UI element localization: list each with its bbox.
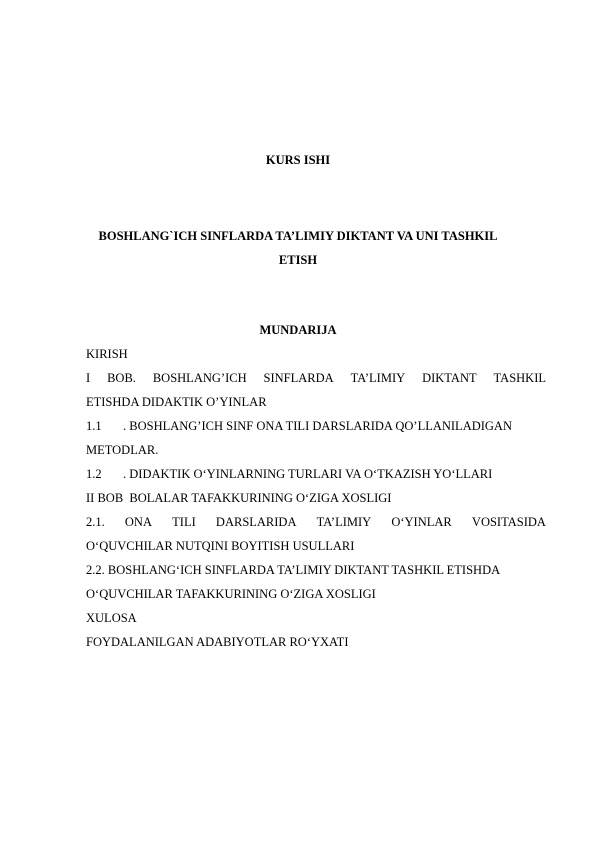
- toc-item-section-1-1-continued: METODLAR.: [86, 443, 159, 457]
- toc-heading: MUNDARIJA: [259, 323, 337, 337]
- toc-word: BOB.: [107, 371, 136, 385]
- toc-item-conclusion: XULOSA: [86, 611, 137, 625]
- toc-word: VOSITASIDA: [471, 515, 546, 529]
- section-number: 1.2: [86, 467, 102, 481]
- toc-word: SINFLARDA: [263, 371, 334, 385]
- toc-item-section-1-1: [86, 414, 546, 438]
- toc-item-section-2-2-continued: O‘QUVCHILAR TAFAKKURINING O‘ZIGA XOSLIGI: [86, 587, 376, 601]
- toc-word: O‘YINLAR: [391, 515, 452, 529]
- topic-title-line-1: BOSHLANG`ICH SINFLARDA TA’LIMIY DIKTANT VA UNI TASHKIL: [98, 229, 498, 243]
- toc-word: DARSLARIDA: [215, 515, 297, 529]
- toc-word: BOSHLANG’ICH: [152, 371, 247, 385]
- toc-item-chapter-2: II BOB BOLALAR TAFAKKURINING O‘ZIGA XOSLIGI: [86, 491, 392, 505]
- toc-item-section-2-1: [86, 510, 546, 534]
- toc-item-chapter-1: [86, 366, 546, 390]
- toc-item-section-2-2: 2.2. BOSHLANG‘ICH SINFLARDA TA’LIMIY DIKTANT TASHKIL ETISHDA: [86, 563, 501, 577]
- topic-title: [86, 224, 510, 272]
- toc-word: TASHKIL: [493, 371, 546, 385]
- toc-word: DIKTANT: [422, 371, 477, 385]
- table-of-contents: [86, 342, 546, 654]
- section-number: 1.1: [86, 419, 102, 433]
- toc-item-chapter-1-continued: ETISHDA DIDAKTIK O’YINLAR: [86, 395, 267, 409]
- section-title: . BOSHLANG’ICH SINF ONA TILI DARSLARIDA QO’LLANILADIGAN: [123, 419, 512, 433]
- toc-item-section-2-1-continued: O‘QUVCHILAR NUTQINI BOYITISH USULLARI: [86, 539, 355, 553]
- toc-word: TA’LIMIY: [350, 371, 406, 385]
- toc-word: 2.1.: [86, 515, 105, 529]
- section-title: . DIDAKTIK O‘YINLARNING TURLARI VA O‘TKAZISH YO‘LLARI: [123, 467, 493, 481]
- course-title: KURS ISHI: [265, 153, 331, 167]
- topic-title-line-2: ETISH: [278, 253, 318, 267]
- toc-word: ONA: [124, 515, 152, 529]
- toc-word: TA’LIMIY: [316, 515, 372, 529]
- toc-item-section-1-2: [86, 462, 546, 486]
- toc-item-references: FOYDALANILGAN ADABIYOTLAR RO‘YXATI: [86, 635, 349, 649]
- toc-word: TILI: [172, 515, 196, 529]
- toc-item-intro: KIRISH: [86, 347, 128, 361]
- toc-word: I: [86, 371, 91, 385]
